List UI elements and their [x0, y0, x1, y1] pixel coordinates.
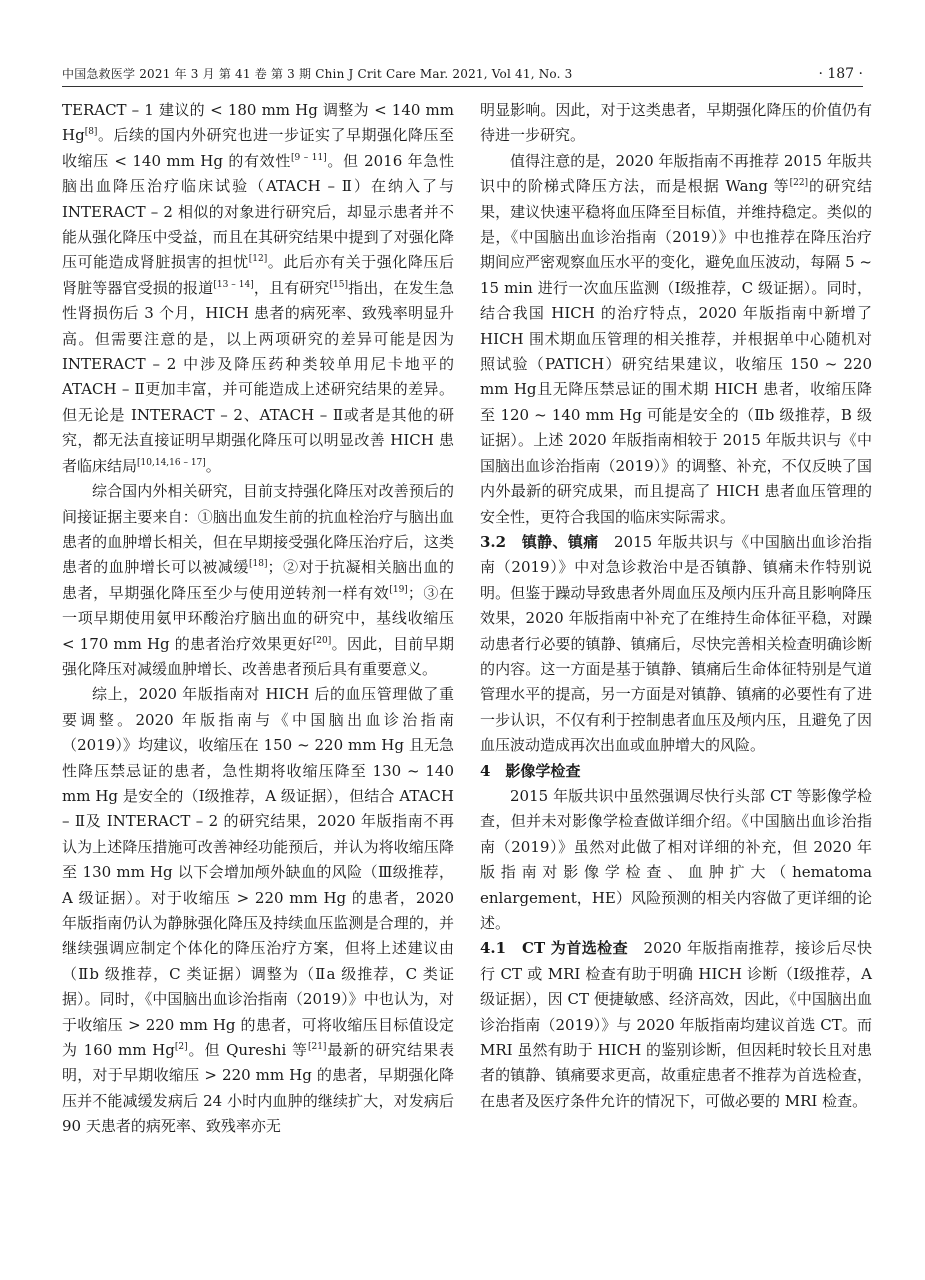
section-3-2 [480, 530, 872, 759]
text-run: ；②对于抗凝相关脑出血的患者，早期强化降压至少与使用逆转剂一样有效 [62, 558, 454, 602]
citation-ref: [13 – 14] [213, 279, 254, 290]
citation-ref: [22] [789, 178, 809, 189]
text-run: 2015 年版共识与《中国脑出血诊治指南（2019）》中对急诊救治中是否镇静、镇痛未作特别说明。但鉴于躁动导致患者外周血压及颅内压升高且影响降压效果，2020 年版指南中补充了在维持生命体征平稳，对躁动患者行必要的镇静、镇痛后，尽快完善相关检查明确诊断的内容。这一方面是基于镇静、镇痛后生命体征特别是气道管理水平的提高，另一方面是对镇静、镇痛的必要性有了进一步认识，不仅有利于控制患者血压及颅内压，且避免了因血压波动造成再次出血或血肿增大的风险。 [480, 532, 872, 755]
right-column [480, 98, 872, 1114]
citation-ref: [15] [329, 279, 349, 290]
right-paragraph-2 [480, 149, 872, 530]
text-run: 2020 年版指南推荐，接诊后尽快行 CT 或 MRI 检查有助于明确 HICH 诊断（Ⅰ级推荐，A 级证据），因 CT 便捷敏感、经济高效，因此，《中国脑出血诊治指南（2019）》与 2020 年版指南均建议首选 CT。而 MRI 虽然有助于 HICH 的鉴别诊断，但因耗时较长且对患者的镇静、镇痛要求更高，故重症患者不推荐为首选检查，在患者及医疗条件允许的情况下，可做必要的 MRI 检查。 [480, 939, 872, 1110]
left-paragraph-2 [62, 479, 454, 682]
left-paragraph-3 [62, 682, 454, 1139]
citation-ref: [18] [249, 559, 268, 570]
text-run: ；③在一项早期使用氨甲环酸治疗脑出血的研究中，基线收缩压 < 170 mm Hg 的患者治疗效果更好 [62, 583, 454, 653]
citation-ref: [19] [389, 584, 408, 595]
text-run: 。但 Qureshi 等 [187, 1041, 308, 1060]
citation-ref: [12] [248, 254, 268, 265]
left-column [62, 98, 454, 1140]
text-run: 。后续的国内外研究也进一步证实了早期强化降压至收缩压 < 140 mm Hg 的有效性 [62, 126, 454, 170]
left-paragraph-1 [62, 98, 454, 479]
text-run: 指出，在发生急性肾损伤后 3 个月，HICH 患者的病死率、致残率明显升高。但需要注意的是，以上两项研究的差异可能是因为 INTERACT – 2 中涉及降压药种类较单用尼卡地平的ATACH – Ⅱ更加丰富，并可能造成上述研究结果的差异。但无论是 INTERACT – 2、ATACH – Ⅱ或者是其他的研究，都无法直接证明早期强化降压可以明显改善 HICH 患者临床结局 [62, 278, 454, 475]
citation-ref: [21] [307, 1042, 327, 1053]
text-run: 。此后亦有关于强化降压后肾脏等器官受损的报道 [62, 253, 454, 297]
text-run: 值得注意的是，2020 年版指南不再推荐 2015 年版共识中的阶梯式降压方法，而是根据 Wang 等 [480, 151, 872, 196]
text-run: 综合国内外相关研究，目前支持强化降压对改善预后的间接证据主要来自：①脑出血发生前的抗血栓治疗与脑出血患者的血肿增长相关，但在早期接受强化降压治疗后，这类患者的血肿增长可以被减缓 [62, 482, 454, 577]
running-header [62, 58, 863, 87]
journal-citation: 中国急救医学 2021 年 3 月 第 41 卷 第 3 期 Chin J Crit Care Mar. 2021, Vol 41, No. 3 [62, 67, 573, 81]
subsection-heading-4-1: 4.1 CT 为首选检查 [480, 939, 629, 958]
text-run: ，且有研究 [253, 278, 330, 297]
citation-ref: [10,14,16 – 17] [137, 457, 206, 468]
section-4-1 [480, 936, 872, 1114]
text-run: TERACT – 1 建议的 < 180 mm Hg 调整为 < 140 mm Hg [62, 101, 454, 145]
citation-ref: [8] [84, 127, 98, 138]
citation-ref: [20] [312, 635, 332, 646]
text-run: 。 [205, 456, 221, 475]
citation-ref: [2] [174, 1042, 188, 1053]
text-run: 。因此，目前早期强化降压对减缓血肿增长、改善患者预后具有重要意义。 [62, 634, 454, 678]
right-paragraph-4: 2015 年版共识中虽然强调尽快行头部 CT 等影像学检查，但并未对影像学检查做详细介绍。《中国脑出血诊治指南（2019）》虽然对此做了相对详细的补充，但 2020 年版指南对影像学检查、血肿扩大（hematoma enlargement，HE）风险预测的相关内容做了更详细的论述。 [480, 786, 872, 932]
citation-ref: [9 – 11] [290, 152, 327, 163]
text-run: 最新的研究结果表明，对于早期收缩压 > 220 mm Hg 的患者，早期强化降压并不能减缓发病后 24 小时内血肿的继续扩大，对发病后 90 天患者的病死率、致残率亦无 [62, 1041, 454, 1136]
text-run: 的研究结果，建议快速平稳将血压降至目标值，并维持稳定。类似的是，《中国脑出血诊治指南（2019）》中也推荐在降压治疗期间应严密观察血压水平的变化，避免血压波动，每隔 5 ~ 15 min 进行一次血压监测（Ⅰ级推荐，C 级证据）。同时，结合我国 HICH 的治疗特点，2020 年版指南中新增了 HICH 围术期血压管理的相关推荐，并根据单中心随机对照试验（PATICH）研究结果建议，收缩压 150 ~ 220 mm Hg且无降压禁忌证的围术期 HICH 患者，收缩压降至 120 ~ 140 mm Hg 可能是安全的（Ⅱb 级推荐，B 级证据）。上述 2020 年版指南相较于 2015 年版共识与《中国脑出血诊治指南（2019）》的调整、补充，不仅反映了国内外最新的研究成果，而且提高了 HICH 患者血压管理的安全性，更符合我国的临床实际需求。 [480, 177, 872, 526]
text-run: 综上，2020 年版指南对 HICH 后的血压管理做了重要调整。2020 年版指南与《中国脑出血诊治指南（2019）》均建议，收缩压在 150 ~ 220 mm Hg 且无急性降压禁忌证的患者，急性期将收缩压降至 130 ~ 140 mm Hg 是安全的（Ⅰ级推荐，A 级证据），但结合 ATACH – Ⅱ及 INTERACT – 2 的研究结果，2020 年版指南不再认为上述降压措施可改善神经功能预后，并认为将收缩压降至 130 mm Hg 以下会增加颅外缺血的风险（Ⅲ级推荐，A 级证据）。对于收缩压 > 220 mm Hg 的患者，2020 年版指南仍认为静脉强化降压及持续血压监测是合理的，并继续强调应制定个体化的降压治疗方案，但将上述建议由（Ⅱb 级推荐，C 类证据）调整为（Ⅱa 级推荐，C 类证据）。同时，《中国脑出血诊治指南（2019）》中也认为，对于收缩压 > 220 mm Hg 的患者，可将收缩压目标值设定为 160 mm Hg [62, 685, 454, 1060]
section-heading-4: 4 影像学检查 [480, 761, 581, 780]
page-number: · 187 · [818, 66, 863, 82]
text-run: 。但 2016 年急性脑出血降压治疗临床试验（ATACH – Ⅱ）在纳入了与 INTERACT – 2 相似的对象进行研究后，却显示患者并不能从强化降压中受益，而且在其研究结果中提到了对强化降压可能造成肾脏损害的担忧 [62, 151, 454, 272]
subsection-heading-3-2: 3.2 镇静、镇痛 [480, 532, 599, 551]
right-paragraph-1: 明显影响。因此，对于这类患者，早期强化降压的价值仍有待进一步研究。 [480, 101, 872, 145]
